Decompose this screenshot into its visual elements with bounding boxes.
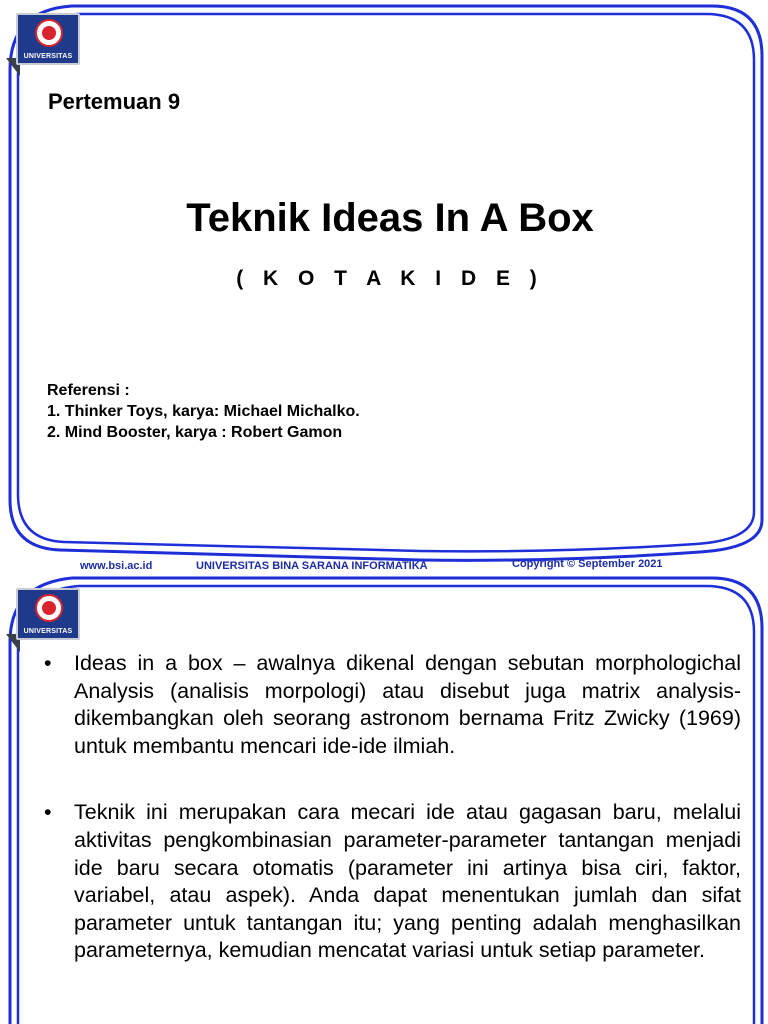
university-emblem-icon [35, 594, 63, 622]
university-emblem-icon [35, 19, 63, 47]
footer-website: www.bsi.ac.id [80, 560, 153, 572]
university-logo [16, 13, 80, 65]
university-logo [16, 588, 80, 640]
meeting-heading: Pertemuan 9 [48, 89, 181, 114]
logo-label: UNIVERSITAS [23, 628, 73, 635]
reference-item: 1. Thinker Toys, karya: Michael Michalko. [47, 403, 360, 420]
reference-item: 2. Mind Booster, karya : Robert Gamon [47, 424, 343, 441]
slide-title: Teknik Ideas In A Box [186, 196, 594, 240]
bullet-list [44, 650, 741, 1004]
slide-subtitle: ( K O T A K I D E ) [236, 267, 544, 290]
references-label: Referensi : [47, 382, 130, 399]
logo-label: UNIVERSITAS [23, 53, 73, 60]
footer-university: UNIVERSITAS BINA SARANA INFORMATIKA [196, 560, 428, 572]
bullet-item: • Ideas in a box – awalnya dikenal dengan sebutan morphologichal Analysis (analisis morpologi) atau disebut juga matrix analysis- dikembangkan oleh seorang astronom bernama Fritz Zwicky (1969) untuk membantu mencari ide-ide ilmiah. [44, 650, 741, 760]
references-block [47, 380, 360, 443]
footer-copyright: Copyright © September 2021 [512, 558, 663, 570]
bullet-item: • Teknik ini merupakan cara mecari ide atau gagasan baru, melalui aktivitas pengkombinasian parameter-parameter tantangan menjadi ide baru secara otomatis (parameter ini artinya bisa ciri, faktor, variabel, atau aspek). Anda dapat menentukan jumlah dan sifat parameter untuk tantangan itu; yang penting adalah menghasilkan parameternya, kemudian mencatat variasi untuk setiap parameter. [44, 799, 741, 965]
